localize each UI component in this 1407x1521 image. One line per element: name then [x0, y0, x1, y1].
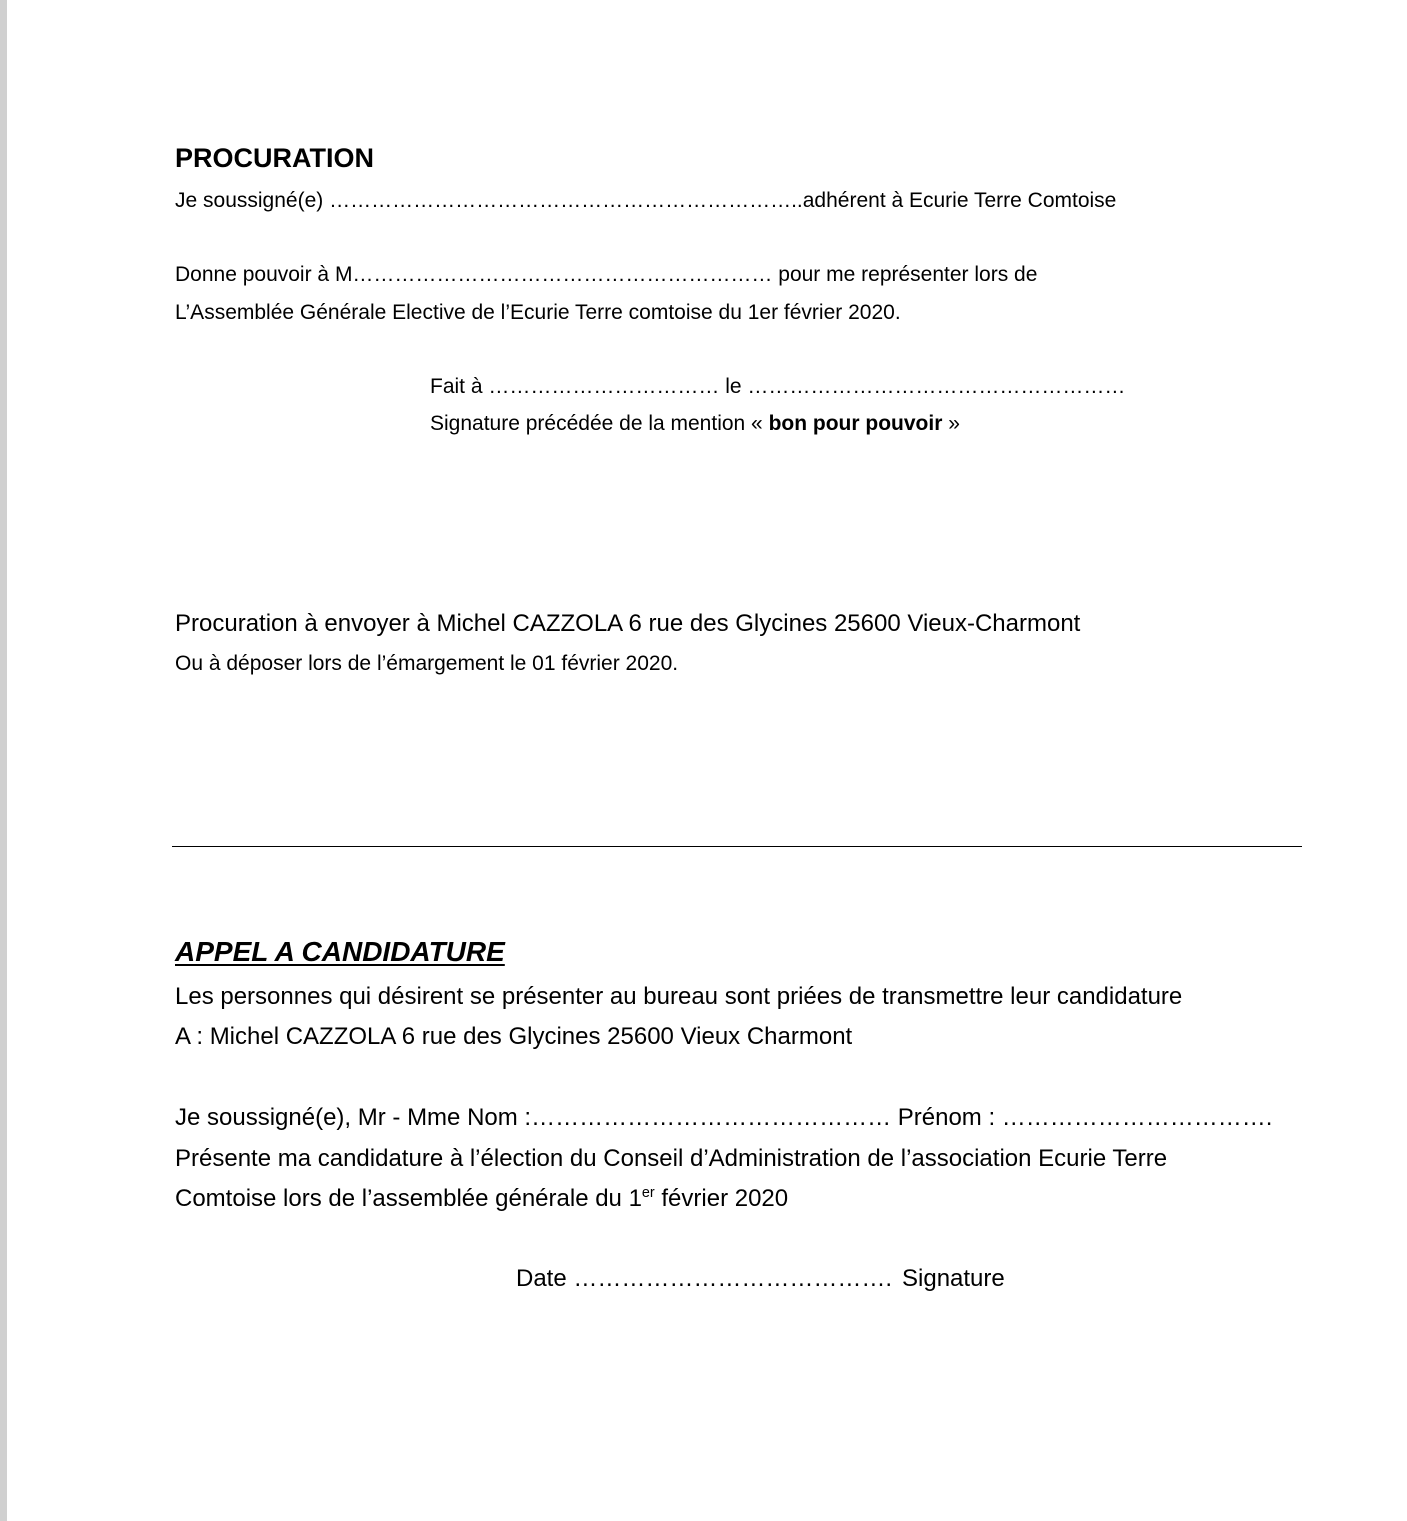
page-left-edge	[0, 0, 7, 1521]
assembly-line-prefix: Comtoise lors de l’assemblée générale du 1	[175, 1185, 642, 1212]
ordinal-superscript: er	[641, 1185, 655, 1201]
candidature-signature-label: Signature	[902, 1265, 1005, 1292]
candidature-assembly-line	[175, 1187, 788, 1211]
candidature-address-line: A : Michel CAZZOLA 6 rue des Glycines 25600 Vieux Charmont	[175, 1023, 853, 1050]
procuration-mandate-line: Donne pouvoir à M…………………………………………………… pour me représenter lors de	[175, 263, 1038, 286]
procuration-deposit-line: Ou à déposer lors de l’émargement le 01 février 2020.	[175, 652, 679, 675]
procuration-signature-line	[430, 413, 960, 434]
procuration-send-address: Procuration à envoyer à Michel CAZZOLA 6 rue des Glycines 25600 Vieux-Charmont	[175, 610, 1081, 637]
procuration-assembly-line: L’Assemblée Générale Elective de l’Ecurie Terre comtoise du 1er février 2020.	[175, 301, 901, 324]
signature-mention-bold: bon pour pouvoir	[768, 412, 943, 435]
candidature-statement-line: Présente ma candidature à l’élection du Conseil d’Administration de l’association Ecurie Terre	[175, 1145, 1168, 1172]
signature-mention-prefix: Signature précédée de la mention «	[430, 412, 769, 435]
candidature-date-field: Date ………………………………….	[516, 1265, 893, 1292]
procuration-place-date-line: Fait à …………………………… le ………………………………………………	[430, 375, 1126, 398]
procuration-title: PROCURATION	[175, 143, 374, 173]
assembly-line-suffix: février 2020	[654, 1185, 789, 1212]
candidature-title: APPEL A CANDIDATURE	[175, 936, 505, 967]
section-divider	[172, 846, 1302, 847]
candidature-name-line: Je soussigné(e), Mr - Mme Nom :……………………………………… Prénom : …………………………….	[175, 1104, 1273, 1131]
candidature-intro-line: Les personnes qui désirent se présenter au bureau sont priées de transmettre leur candidature	[175, 983, 1183, 1010]
procuration-member-line: Je soussigné(e) …………………………………………………………..adhérent à Ecurie Terre Comtoise	[175, 189, 1117, 212]
signature-mention-suffix: »	[942, 412, 960, 435]
